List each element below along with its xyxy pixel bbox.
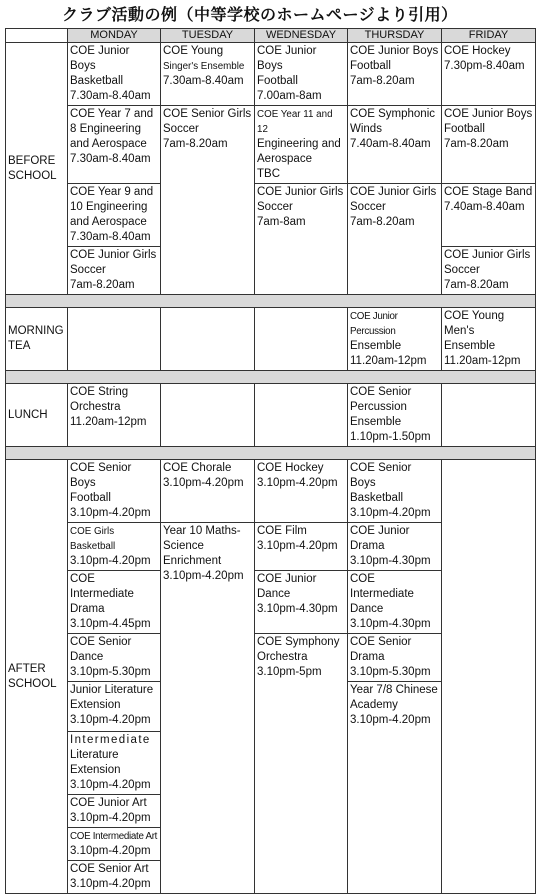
activity-line: and Aerospace	[70, 216, 147, 228]
activity-line: Dance	[257, 588, 291, 600]
activity-line: 3.10pm-4.20pm	[70, 779, 151, 791]
activity-line: COE Young Men's	[444, 310, 505, 337]
activity-line: 11.20am-12pm	[70, 416, 147, 428]
activity-cell	[442, 184, 536, 247]
activity-cell	[255, 184, 348, 295]
activity-cell	[442, 308, 536, 371]
activity-line: COE Senior Girls	[163, 108, 252, 120]
activity-line: Football	[70, 492, 111, 504]
activity-line: COE Junior Boys	[350, 45, 439, 57]
label-line: MORNING	[8, 325, 64, 337]
label-line: TEA	[8, 340, 31, 352]
activity-line: and Aerospace	[70, 138, 147, 150]
activity-line: COE Year 7 and	[70, 108, 154, 120]
activity-line: COE Year 11 and 12	[257, 109, 333, 135]
activity-line: Academy	[350, 699, 398, 711]
activity-cell	[348, 184, 442, 295]
activity-line: 3.10pm-4.20pm	[350, 714, 431, 726]
activity-line: COE Junior	[257, 573, 317, 585]
corner-cell	[6, 29, 68, 43]
activity-line: COE Senior Art	[70, 863, 149, 875]
activity-line: Year 7/8 Chinese	[350, 684, 438, 696]
empty-cell	[161, 308, 255, 371]
activity-line: COE Intermediate	[350, 573, 414, 600]
activity-line: Extension	[70, 699, 121, 711]
activity-cell	[68, 523, 161, 571]
activity-line: 3.10pm-4.30pm	[257, 603, 338, 615]
activity-line: 7.30am-8.40am	[163, 75, 244, 87]
activity-cell	[68, 732, 161, 795]
activity-cell	[68, 384, 161, 447]
activity-cell	[161, 460, 255, 523]
activity-line: Soccer	[257, 201, 293, 213]
activity-cell	[348, 634, 442, 682]
before-school-row-2	[6, 106, 536, 184]
activity-cell	[255, 460, 348, 523]
activity-line: 11.20am-12pm	[444, 355, 521, 367]
activity-line: COE Intermediate	[70, 573, 134, 600]
activity-line: COE Senior	[350, 636, 412, 648]
activity-line: Singer's Ensemble	[163, 61, 245, 72]
activity-cell	[255, 43, 348, 106]
activity-line: 7.30am-8.40am	[70, 90, 151, 102]
activity-line: COE Junior Boys	[257, 45, 317, 72]
club-schedule-table	[5, 28, 536, 894]
period-label-before-school	[6, 43, 68, 295]
separator-cell	[6, 371, 536, 384]
activity-line: Orchestra	[257, 651, 308, 663]
activity-line: 7am-8.20am	[350, 75, 415, 87]
activity-cell	[68, 828, 161, 861]
activity-cell	[68, 795, 161, 828]
activity-line: COE Junior Percussion	[350, 311, 398, 337]
label-line: AFTER	[8, 662, 46, 675]
activity-cell	[442, 106, 536, 184]
activity-cell	[68, 106, 161, 184]
activity-line: Intermediate	[70, 734, 151, 746]
activity-line: 3.10pm-4.30pm	[350, 555, 431, 567]
activity-line: COE Senior Boys	[70, 462, 132, 489]
label-line: BEFORE	[8, 154, 56, 167]
activity-cell	[68, 634, 161, 682]
activity-cell	[68, 861, 161, 894]
activity-line: 3.10pm-4.30pm	[350, 618, 431, 630]
day-header-friday: FRIDAY	[442, 29, 536, 43]
activity-line: 3.10pm-4.20pm	[70, 714, 151, 726]
activity-line: COE Hockey	[444, 45, 511, 57]
activity-cell	[348, 460, 442, 523]
before-school-row-1	[6, 43, 536, 106]
activity-cell	[255, 571, 348, 634]
activity-line: 7.30am-8.40am	[70, 153, 151, 165]
activity-cell	[68, 571, 161, 634]
activity-line: Science	[163, 540, 204, 552]
activity-line: Percussion	[350, 401, 407, 413]
activity-line: Enrichment	[163, 555, 222, 567]
activity-cell	[161, 106, 255, 295]
activity-line: 7.30pm-8.40am	[444, 60, 525, 72]
activity-line: 3.10pm-4.20pm	[70, 507, 151, 519]
separator-row	[6, 447, 536, 460]
activity-line: COE String	[70, 386, 129, 398]
activity-line: 7.40am-8.40am	[350, 138, 431, 150]
activity-line: COE Young	[163, 45, 224, 57]
activity-cell	[68, 682, 161, 732]
activity-line: Drama	[350, 651, 385, 663]
day-header-tuesday: TUESDAY	[161, 29, 255, 43]
activity-line: 3.10pm-4.20pm	[257, 540, 338, 552]
activity-cell	[68, 460, 161, 523]
activity-line: COE Junior Girls	[70, 249, 157, 261]
day-header-monday: MONDAY	[68, 29, 161, 43]
activity-cell	[348, 571, 442, 634]
day-header-wednesday: WEDNESDAY	[255, 29, 348, 43]
activity-cell	[348, 682, 442, 894]
activity-line: COE Junior Boys	[70, 45, 130, 72]
activity-line: COE Junior Girls	[444, 249, 531, 261]
activity-line: Soccer	[350, 201, 386, 213]
activity-cell	[255, 106, 348, 184]
separator-row	[6, 295, 536, 308]
label-line: SCHOOL	[8, 677, 57, 690]
activity-line: Basketball	[70, 75, 124, 87]
activity-cell	[442, 247, 536, 295]
activity-line: 7am-8.20am	[444, 138, 509, 150]
activity-line: COE Junior Drama	[350, 525, 410, 552]
activity-line: 3.10pm-4.20pm	[163, 570, 244, 582]
activity-line: COE Hockey	[257, 462, 324, 474]
activity-line: COE Junior Girls	[350, 186, 437, 198]
activity-line: Junior Literature	[70, 684, 154, 696]
activity-line: Ensemble	[350, 340, 402, 352]
activity-cell	[348, 384, 442, 447]
activity-line: COE Year 9 and	[70, 186, 154, 198]
activity-line: Orchestra	[70, 401, 121, 413]
activity-line: Aerospace	[257, 153, 312, 165]
activity-cell	[255, 634, 348, 894]
activity-line: Soccer	[444, 264, 480, 276]
activity-cell	[442, 43, 536, 106]
activity-line: COE Senior	[350, 386, 412, 398]
activity-line: Basketball	[350, 492, 404, 504]
activity-line: 3.10pm-4.20pm	[70, 845, 151, 857]
activity-line: 3.10pm-4.20pm	[70, 812, 151, 824]
activity-line: COE Stage Band	[444, 186, 533, 198]
activity-line: Dance	[350, 603, 384, 615]
activity-line: 11.20am-12pm	[350, 355, 427, 367]
separator-row	[6, 371, 536, 384]
activity-line: 3.10pm-5pm	[257, 666, 322, 678]
activity-line: 3.10pm-4.20pm	[257, 477, 338, 489]
morning-tea-row	[6, 308, 536, 371]
activity-line: 3.10pm-4.20pm	[163, 477, 244, 489]
activity-cell	[348, 43, 442, 106]
activity-line: 7am-8.20am	[70, 279, 135, 291]
period-label-morning-tea	[6, 308, 68, 371]
activity-line: Football	[350, 60, 391, 72]
activity-line: 3.10pm-5.30pm	[70, 666, 151, 678]
empty-cell	[68, 308, 161, 371]
activity-line: 1.10pm-1.50pm	[350, 431, 431, 443]
activity-line: COE Girls Basketball	[70, 526, 116, 552]
empty-cell	[255, 308, 348, 371]
activity-line: COE Junior Boys	[444, 108, 533, 120]
activity-cell	[161, 523, 255, 894]
activity-line: 3.10pm-4.20pm	[70, 555, 151, 567]
activity-cell	[68, 184, 161, 247]
activity-cell	[255, 523, 348, 571]
activity-line: COE Junior Art	[70, 797, 147, 809]
before-school-row-3	[6, 184, 536, 247]
activity-line: 7.40am-8.40am	[444, 201, 525, 213]
activity-line: COE Senior Dance	[70, 636, 132, 663]
activity-line: Year 10 Maths-	[163, 525, 241, 537]
activity-cell	[161, 43, 255, 106]
empty-cell	[442, 460, 536, 894]
activity-line: COE Symphony	[257, 636, 340, 648]
activity-line: COE Symphonic	[350, 108, 436, 120]
activity-line: 7am-8am	[257, 216, 306, 228]
activity-line: Extension	[70, 764, 121, 776]
activity-line: 7.30am-8.40am	[70, 231, 151, 243]
page-title: クラブ活動の例（中等学校のホームページより引用）	[62, 5, 458, 24]
activity-line: Ensemble	[444, 340, 496, 352]
activity-line: Football	[257, 75, 298, 87]
period-label-lunch	[6, 384, 68, 447]
activity-line: 3.10pm-4.45pm	[70, 618, 151, 630]
period-label-after-school	[6, 460, 68, 894]
activity-line: COE Senior Boys	[350, 462, 412, 489]
activity-line: COE Film	[257, 525, 307, 537]
activity-cell	[348, 106, 442, 184]
activity-line: Literature	[70, 749, 119, 761]
activity-line: 3.10pm-4.20pm	[350, 507, 431, 519]
empty-cell	[442, 384, 536, 447]
activity-line: 8 Engineering	[70, 123, 141, 135]
activity-line: Engineering and	[257, 138, 341, 150]
activity-cell	[348, 308, 442, 371]
label-line: SCHOOL	[8, 169, 57, 182]
activity-line: Winds	[350, 123, 382, 135]
activity-line: 3.10pm-5.30pm	[350, 666, 431, 678]
separator-cell	[6, 295, 536, 308]
label-line: LUNCH	[8, 408, 48, 421]
activity-line: 7.00am-8am	[257, 90, 322, 102]
separator-cell	[6, 447, 536, 460]
activity-line: TBC	[257, 168, 280, 180]
activity-line: COE Junior Girls	[257, 186, 344, 198]
activity-line: Soccer	[163, 123, 199, 135]
empty-cell	[255, 384, 348, 447]
activity-line: 7am-8.20am	[444, 279, 509, 291]
activity-line: 7am-8.20am	[163, 138, 228, 150]
empty-cell	[161, 384, 255, 447]
header-row	[6, 29, 536, 43]
activity-cell	[348, 523, 442, 571]
lunch-row	[6, 384, 536, 447]
activity-line: Drama	[70, 603, 105, 615]
activity-line: 10 Engineering	[70, 201, 148, 213]
activity-line: 7am-8.20am	[350, 216, 415, 228]
activity-line: Soccer	[70, 264, 106, 276]
after-school-row-1	[6, 460, 536, 523]
activity-line: Ensemble	[350, 416, 402, 428]
activity-line: Football	[444, 123, 485, 135]
activity-line: COE Chorale	[163, 462, 232, 474]
activity-cell	[68, 43, 161, 106]
day-header-thursday: THURSDAY	[348, 29, 442, 43]
activity-line: 3.10pm-4.20pm	[70, 878, 151, 890]
activity-cell	[68, 247, 161, 295]
activity-line: COE Intermediate Art	[70, 831, 158, 842]
